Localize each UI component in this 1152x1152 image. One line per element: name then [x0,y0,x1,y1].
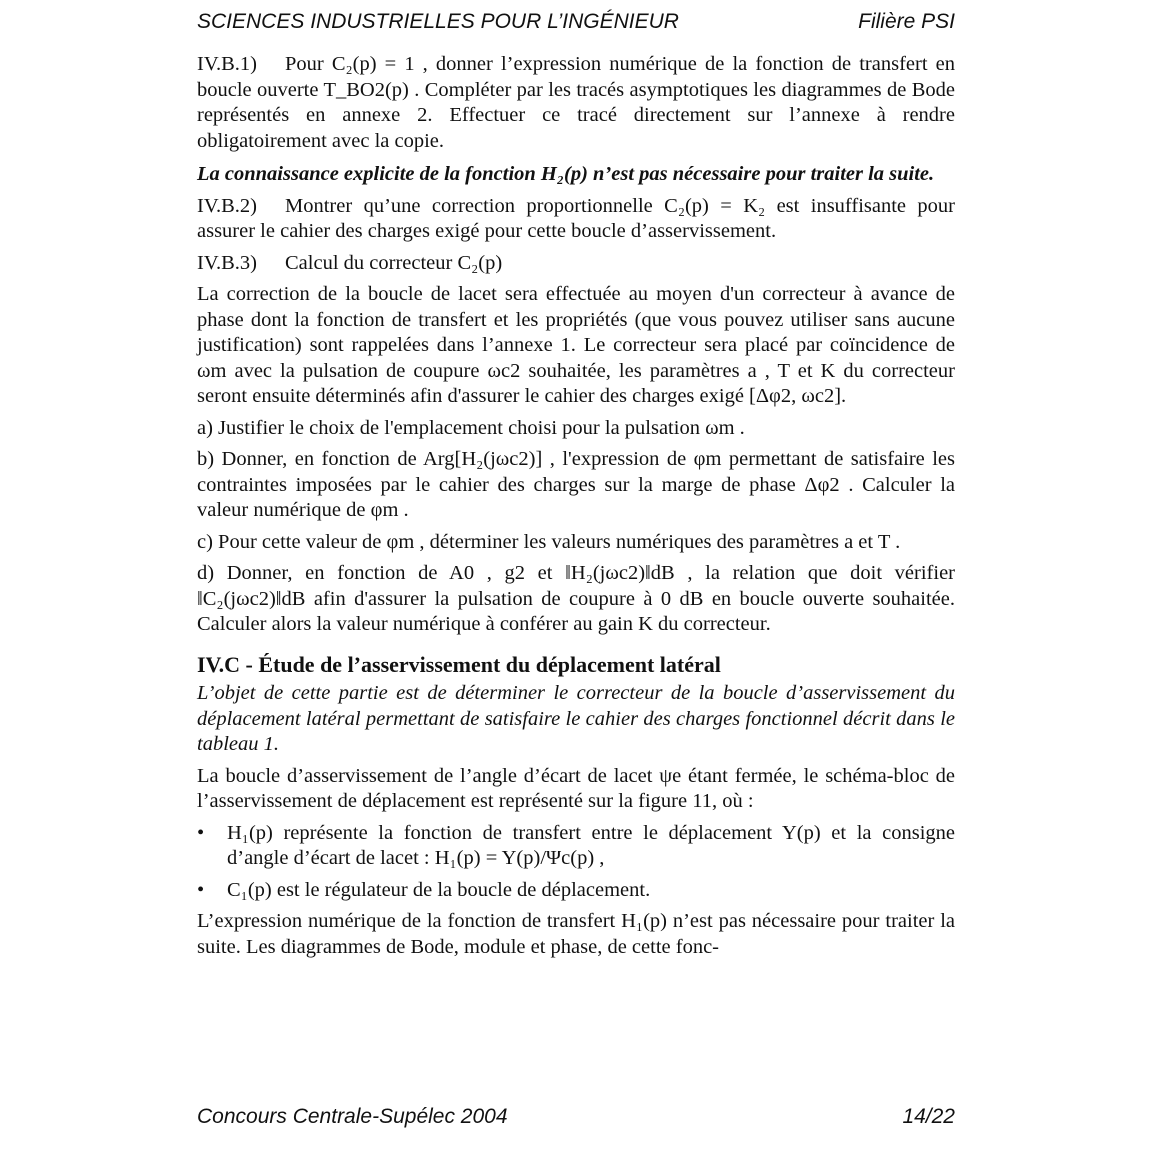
question-label: IV.B.1) [197,53,257,75]
bullet-icon: • [197,821,205,844]
section-paragraph: La boucle d’asservissement de l’angle d’écart de lacet ψe étant fermée, le schéma-bloc de l’asservissement de déplacement est représenté sur la figure 11, où : [197,764,955,812]
item-b: b) Donner, en fonction de Arg[H₂(jωc2)] , l'expression de φm permettant de satisfaire les contraintes imposées par le cahier des charges sur la marge de phase Δφ2 . Calculer la valeur numérique de φm . [197,448,955,521]
bullet-list [197,821,955,904]
note-paragraph: La connaissance explicite de la fonction H₂(p) n’est pas nécessaire pour traiter la suite. [197,163,935,185]
question-text: Pour C₂(p) = 1 , donner l’expression numérique de la fonction de transfert en boucle ouverte T_BO2(p) . Compléter par les tracés asymptotiques les diagrammes de Bode représentés en annexe 2. Effectuer ce tracé directement sur l’annexe à rendre obligatoirement avec la copie. [197,53,955,152]
closing-paragraph: L’expression numérique de la fonction de transfert H₁(p) n’est pas nécessaire pour traiter la suite. Les diagrammes de Bode, module et phase, de cette fonc- [197,910,955,958]
item-c: c) Pour cette valeur de φm , déterminer les valeurs numériques des paramètres a et T . [197,530,901,553]
list-item [197,878,955,904]
item-a: a) Justifier le choix de l'emplacement choisi pour la pulsation ωm . [197,416,745,439]
list-item-text: H₁(p) représente la fonction de transfert entre le déplacement Y(p) et la consigne d’angle d’écart de lacet : H₁(p) = Y(p)/Ψc(p) , [227,821,955,869]
question-text: Calcul du correcteur C₂(p) [285,251,503,274]
list-item [197,821,955,872]
section-intro: L’objet de cette partie est de déterminer le correcteur de la boucle d’asservissement du déplacement latéral permettant de satisfaire le cahier des charges fonctionnel décrit dans le tableau 1. [197,682,955,755]
header-track: Filière PSI [858,10,955,33]
question-label: IV.B.2) [197,194,257,217]
page-number: 14/22 [902,1105,955,1128]
page-header [197,10,955,38]
item-d: d) Donner, en fonction de A0 , g2 et ‖H₂(jωc2)‖dB , la relation que doit vérifier ‖C₂(jωc2)‖dB afin d'assurer la pulsation de coupure à 0 dB en boucle ouverte souhaitée. Calculer alors la valeur numérique à conférer au gain K du correcteur. [197,562,955,635]
question-iv-b-1 [197,52,955,154]
question-label: IV.B.3) [197,251,257,274]
question-text: Montrer qu’une correction proportionnelle C₂(p) = K₂ est insuffisante pour assurer le cahier des charges exigé pour cette boucle d’asservissement. [197,194,955,242]
page-footer [197,1105,955,1133]
corrector-description: La correction de la boucle de lacet sera effectuée au moyen d'un correcteur à avance de phase dont la fonction de transfert et les propriétés (que vous pouvez utiliser sans aucune justification) sont rappelées dans l’annexe 1. Le correcteur sera placé par coïncidence de ωm avec la pulsation de coupure ωc2 souhaitée, les paramètres a , T et K du correcteur seront ensuite déterminés afin d'assurer le cahier des charges exigé [Δφ2, ωc2]. [197,283,955,407]
page-content [197,52,955,966]
question-iv-b-3 [197,251,955,277]
question-iv-b-2 [197,194,955,245]
header-title: SCIENCES INDUSTRIELLES POUR L’INGÉNIEUR [197,10,679,33]
bullet-icon: • [197,878,205,901]
list-item-text: C₁(p) est le régulateur de la boucle de déplacement. [227,878,651,901]
footer-contest: Concours Centrale-Supélec 2004 [197,1105,508,1128]
section-heading: IV.C - Étude de l’asservissement du déplacement latéral [197,651,721,677]
